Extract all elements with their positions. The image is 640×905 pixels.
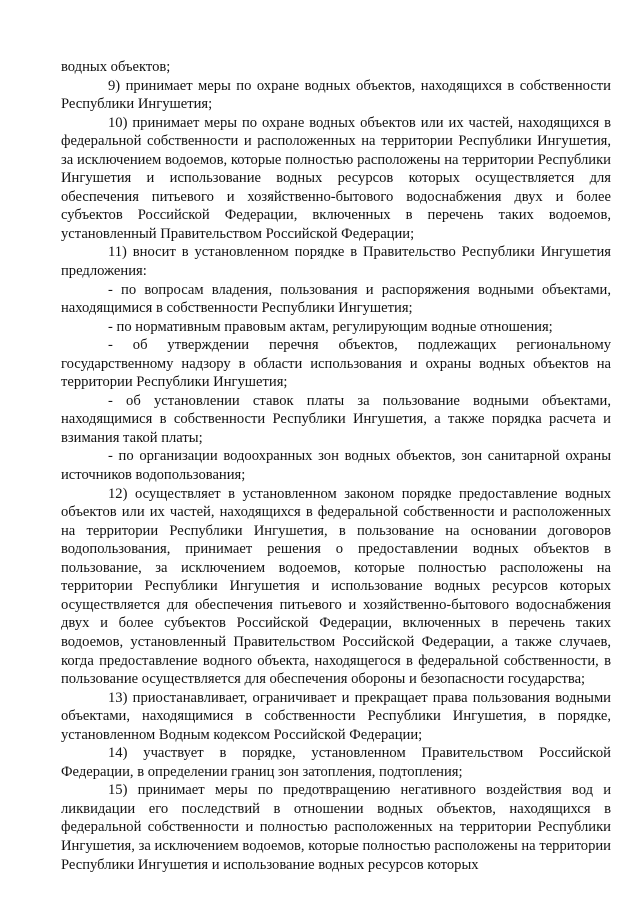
- paragraph-item-11-sub-5: - по организации водоохранных зон водных объектов, зон санитарной охраны источников водопользования;: [61, 448, 611, 484]
- paragraph-item-11-sub-1: - по вопросам владения, пользования и распоряжения водными объектами, находящимися в собственности Республики Ингушетия;: [61, 281, 611, 317]
- paragraph-item-10: 10) принимает меры по охране водных объектов или их частей, находящихся в федеральной собственности и расположенных на территории Республики Ингушетия, за исключением водоемов, которые полностью расположены на территории Республики Ингушетия и использование водных ресурсов которых осуществляется для обеспечения питьевого и хозяйственно-бытового водоснабжения двух и более субъектов Российской Федерации, включенных в перечень таких водоемов, установленный Правительством Российской Федерации;: [61, 114, 611, 242]
- paragraph-item-13: 13) приостанавливает, ограничивает и прекращает права пользования водными объектами, находящимися в собственности Республики Ингушетия, в порядке, установленном Водным кодексом Российской Федерации;: [61, 689, 611, 743]
- paragraph-item-11-sub-4: - об установлении ставок платы за пользование водными объектами, находящимися в собственности Республики Ингушетия, а также порядка расчета и взимания такой платы;: [61, 392, 611, 446]
- paragraph-item-9: 9) принимает меры по охране водных объектов, находящихся в собственности Республики Ингушетия;: [61, 77, 611, 113]
- paragraph-item-11-sub-2: - по нормативным правовым актам, регулирующим водные отношения;: [108, 318, 553, 335]
- paragraph-item-11-sub-3: - об утверждении перечня объектов, подлежащих региональному государственному надзору в области использования и охраны водных объектов на территории Республики Ингушетия;: [61, 337, 611, 391]
- paragraph-item-11: 11) вносит в установленном порядке в Правительство Республики Ингушетия предложения:: [61, 244, 611, 280]
- paragraph-continuation: водных объектов;: [61, 59, 171, 75]
- paragraph-item-14: 14) участвует в порядке, установленном Правительством Российской Федерации, в определении границ зон затопления, подтопления;: [61, 745, 611, 780]
- document-page: [61, 58, 611, 874]
- paragraph-item-15: 15) принимает меры по предотвращению негативного воздействия вод и ликвидации его последствий в отношении водных объектов, находящихся в федеральной собственности и полностью расположенных на территории Республики Ингушетия, за исключением водоемов, которые полностью расположены на территории Республики Ингушетия и использование водных ресурсов которых: [61, 782, 611, 873]
- paragraph-item-12: 12) осуществляет в установленном законом порядке предоставление водных объектов или их частей, находящихся в федеральной собственности и расположенных на территории Республики Ингушетия, в пользование на основании договоров водопользования, принимает решения о предоставлении водных объектов в пользование, за исключением водоемов, которые полностью расположены на территории Республики Ингушетия и использование водных ресурсов которых осуществляется для обеспечения питьевого и хозяйственно-бытового водоснабжения двух и более субъектов Российской Федерации, включенных в перечень таких водоемов, установленный Правительством Российской Федерации, а также случаев, когда предоставление водного объекта, находящегося в федеральной собственности, в пользование осуществляется для обеспечения обороны и безопасности государства;: [61, 485, 611, 688]
